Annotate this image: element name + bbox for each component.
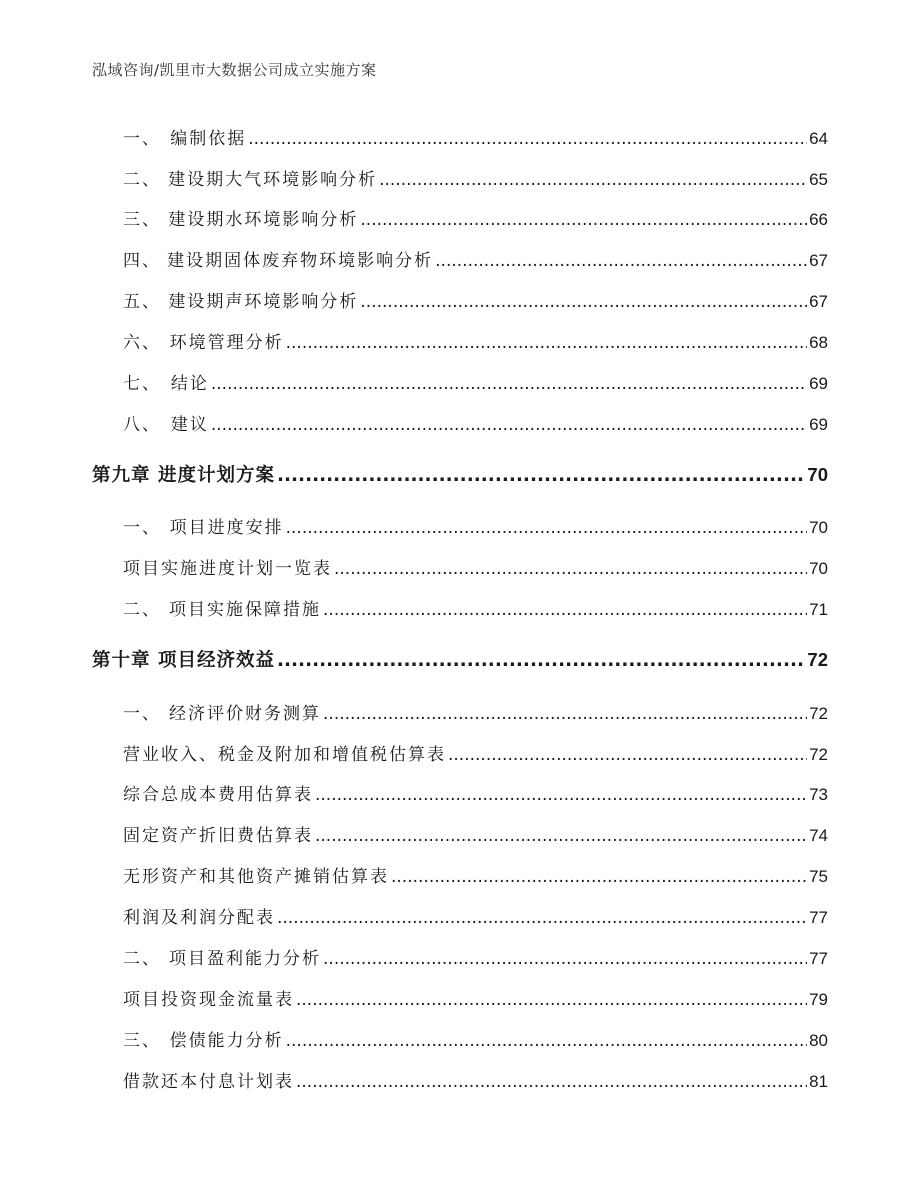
- toc-entry-page: 67: [809, 251, 828, 270]
- toc-leader-dots: [323, 600, 807, 620]
- toc-leader-dots: [286, 1031, 807, 1051]
- toc-entry[interactable]: [123, 165, 828, 190]
- toc-entry-title: 借款还本付息计划表: [123, 1072, 294, 1092]
- toc-entry-number: 三、: [123, 1031, 161, 1051]
- toc-leader-dots: [248, 129, 807, 149]
- toc-entry-page: 70: [809, 559, 828, 578]
- toc-chapter-entry[interactable]: [92, 646, 828, 672]
- toc-entry-title: 项目投资现金流量表: [123, 990, 294, 1010]
- toc-entry-page: 65: [809, 170, 828, 189]
- toc-leader-dots: [323, 704, 807, 724]
- toc-entry-title: 建议: [170, 415, 209, 435]
- toc-entry-page: 69: [809, 374, 828, 393]
- toc-entry-number: 二、: [123, 600, 161, 620]
- toc-entry-title: 建设期声环境影响分析: [168, 292, 359, 312]
- toc-entry-page: 73: [809, 785, 828, 804]
- toc-entry[interactable]: [123, 903, 828, 928]
- toc-entry[interactable]: [123, 287, 828, 312]
- toc-entry-page: 72: [809, 745, 828, 764]
- toc-entry-number: 一、: [123, 129, 161, 149]
- toc-entry[interactable]: [123, 944, 828, 969]
- toc-entry-page: 74: [809, 826, 828, 845]
- toc-entry-page: 64: [809, 129, 828, 148]
- toc-leader-dots: [435, 251, 807, 271]
- toc-entry[interactable]: [123, 740, 828, 765]
- toc-entry-title: 建设期水环境影响分析: [168, 210, 359, 230]
- toc-entry-title: 环境管理分析: [169, 333, 284, 353]
- toc-entry[interactable]: [123, 780, 828, 805]
- toc-entry-page: 72: [809, 704, 828, 723]
- toc-entry[interactable]: [123, 205, 828, 230]
- toc-entry-page: 75: [809, 867, 828, 886]
- toc-chapter-page: 70: [807, 464, 828, 485]
- toc-entry[interactable]: [123, 410, 828, 435]
- toc-leader-dots: [315, 785, 807, 805]
- toc-entry-title: 结论: [170, 374, 209, 394]
- toc-entry-number: 三、: [123, 210, 161, 230]
- toc-entry-page: 81: [809, 1072, 828, 1091]
- toc-entry-number: 一、: [123, 518, 161, 538]
- toc-entry-title: 项目盈利能力分析: [169, 949, 322, 969]
- toc-entry-title: 偿债能力分析: [169, 1031, 284, 1051]
- toc-entry-title: 项目进度安排: [169, 518, 284, 538]
- toc-entry-title: 营业收入、税金及附加和增值税估算表: [123, 745, 446, 765]
- toc-entry[interactable]: [123, 595, 828, 620]
- toc-entry[interactable]: [123, 1067, 828, 1092]
- toc-leader-dots: [286, 333, 807, 353]
- toc-leader-dots: [323, 949, 807, 969]
- toc-entry-title: 项目实施进度计划一览表: [123, 559, 332, 579]
- toc-entry-number: 五、: [123, 292, 161, 312]
- toc-entry-page: 71: [809, 600, 828, 619]
- toc-entry-title: 项目实施保障措施: [169, 600, 322, 620]
- toc-entry-title: 利润及利润分配表: [123, 908, 275, 928]
- toc-entry[interactable]: [123, 821, 828, 846]
- toc-entry-page: 69: [809, 415, 828, 434]
- toc-entry[interactable]: [123, 862, 828, 887]
- toc-entry-page: 66: [809, 210, 828, 229]
- toc-entry-number: 六、: [123, 333, 161, 353]
- toc-entry-number: 八、: [123, 415, 161, 435]
- toc-leader-dots: [360, 210, 807, 230]
- toc-entry-page: 80: [809, 1031, 828, 1050]
- toc-entry-page: 67: [809, 292, 828, 311]
- toc-entry-title: 固定资产折旧费估算表: [123, 826, 313, 846]
- toc-leader-dots: [277, 465, 805, 486]
- toc-leader-dots: [286, 518, 807, 538]
- toc-leader-dots: [211, 374, 807, 394]
- toc-leader-dots: [277, 650, 805, 671]
- toc-entry[interactable]: [123, 369, 828, 394]
- toc-chapter-page: 72: [807, 649, 828, 670]
- toc-leader-dots: [379, 170, 807, 190]
- toc-entry[interactable]: [123, 513, 828, 538]
- toc-leader-dots: [296, 1072, 807, 1092]
- toc-leader-dots: [277, 908, 807, 928]
- page-header: 泓域咨询/凯里市大数据公司成立实施方案: [92, 61, 377, 79]
- toc-entry-title: 无形资产和其他资产摊销估算表: [123, 867, 389, 887]
- toc-entry-number: 二、: [123, 170, 161, 190]
- toc-entry-number: 二、: [123, 949, 161, 969]
- toc-entry-number: 四、: [123, 251, 161, 271]
- toc-entry-page: 77: [809, 908, 828, 927]
- toc-leader-dots: [296, 990, 807, 1010]
- toc-entry-title: 建设期固体废弃物环境影响分析: [167, 251, 434, 271]
- toc-entry-title: 建设期大气环境影响分析: [168, 170, 378, 190]
- toc-leader-dots: [360, 292, 807, 312]
- toc-leader-dots: [315, 826, 807, 846]
- toc-leader-dots: [211, 415, 807, 435]
- toc-chapter-entry[interactable]: [92, 461, 828, 487]
- toc-entry-page: 68: [809, 333, 828, 352]
- toc-entry[interactable]: [123, 985, 828, 1010]
- toc-entry[interactable]: [123, 328, 828, 353]
- toc-entry-page: 79: [809, 990, 828, 1009]
- toc-entry-number: 七、: [123, 374, 161, 394]
- toc-entry-title: 编制依据: [170, 129, 247, 149]
- toc-entry[interactable]: [123, 554, 828, 579]
- toc-leader-dots: [448, 745, 807, 765]
- toc-chapter-title: 第十章 项目经济效益: [92, 650, 275, 671]
- toc-entry-title: 综合总成本费用估算表: [123, 785, 313, 805]
- toc-leader-dots: [391, 867, 807, 887]
- toc-entry[interactable]: [123, 1026, 828, 1051]
- toc-chapter-title: 第九章 进度计划方案: [92, 465, 275, 486]
- toc-entry[interactable]: [123, 699, 828, 724]
- toc-entry-page: 77: [809, 949, 828, 968]
- toc-leader-dots: [334, 559, 807, 579]
- toc-entry[interactable]: [123, 124, 828, 149]
- toc-entry-title: 经济评价财务测算: [169, 704, 322, 724]
- toc-entry-number: 一、: [123, 704, 161, 724]
- toc-entry-page: 70: [809, 518, 828, 537]
- toc-entry[interactable]: [123, 246, 828, 271]
